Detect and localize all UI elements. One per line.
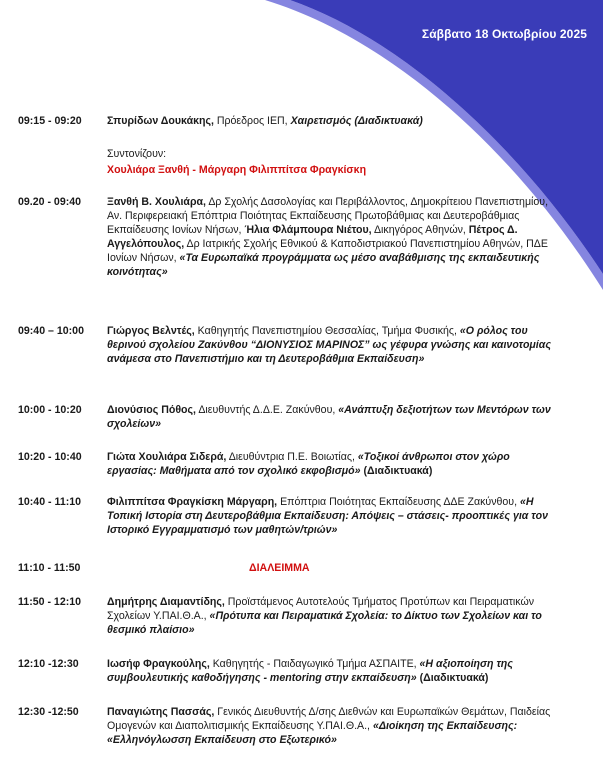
time-slot: 10:20 - 10:40: [18, 451, 82, 463]
talk-title: Χαιρετισμός (Διαδικτυακά): [290, 115, 423, 127]
entry-description: [107, 595, 553, 637]
break-label: ΔΙΑΛΕΙΜΜΑ: [249, 562, 310, 574]
talk-title: «Η Τοπική Ιστορία στη Δευτεροβάθμια Εκπαίδευση: Απόψεις – στάσεις- προοπτικές για τον Ιστορικό Εγγραμματισμό των μαθητών/τριών»: [107, 496, 548, 536]
time-slot: 11:50 - 12:10: [18, 596, 82, 608]
moderators-names: Χουλιάρα Ξανθή - Μάργαρη Φιλιππίτσα Φραγκίσκη: [107, 164, 367, 176]
speaker-role: Επόπτρια Ποιότητας Εκπαίδευσης ΔΔΕ Ζακύνθου,: [277, 496, 520, 508]
entry-description: [107, 705, 553, 747]
speaker-name: Γιώτα Χουλιάρα Σιδερά,: [107, 451, 227, 463]
time-slot: 11:10 - 11:50: [18, 562, 81, 574]
moderators-block: [107, 147, 366, 177]
talk-title: «Διοίκηση της Εκπαίδευσης: «Ελληνόγλωσση Εκπαίδευση στο Εξωτερικό»: [107, 720, 518, 746]
entry-description: [107, 324, 553, 366]
program-entry: [18, 595, 553, 637]
speaker-name: Παναγιώτης Πασσάς,: [107, 706, 215, 718]
program-entry: [18, 324, 553, 366]
time-slot: 12:10 -12:30: [18, 658, 79, 670]
talk-title: «Τα Ευρωπαϊκά προγράμματα ως μέσο αναβάθμισης της εκπαιδευτικής κοινότητας»: [107, 252, 540, 278]
speaker-role: Δικηγόρος Αθηνών,: [371, 224, 469, 236]
speaker-role: Γενικός Διευθυντής Δ/σης Διεθνών και Ευρωπαϊκών Θεμάτων, Παιδείας Ομογενών και Διαπολιτισμικής Εκπαίδευσης Υ.ΠΑΙ.Θ.Α.,: [107, 706, 551, 732]
speaker-name: Ιωσήφ Φραγκούλης,: [107, 658, 210, 670]
entry-description: [107, 657, 553, 685]
entry-description: [107, 495, 553, 537]
speaker-role: Καθηγητής Πανεπιστημίου Θεσσαλίας, Τμήμα Φυσικής,: [194, 325, 460, 337]
time-slot: 09:40 – 10:00: [18, 325, 84, 337]
talk-title: «Ο ρόλος του θερινού σχολείου Ζακύνθου “ΔΙΟΝΥΣΙΟΣ ΜΑΡΙΝΟΣ” ως γέφυρα γνώσης και καινοτομίας ανάμεσα στο Πανεπιστήμιο και τη Δευτεροβάθμια Εκπαίδευση»: [107, 325, 551, 365]
speaker-role: Διευθύντρια Π.Ε. Βοιωτίας,: [226, 451, 358, 463]
event-date: Σάββατο 18 Οκτωβρίου 2025: [421, 27, 587, 41]
time-slot: 09:15 - 09:20: [18, 115, 82, 127]
program-entry: [18, 657, 553, 685]
time-slot: 10:40 - 11:10: [18, 496, 82, 508]
program-entry: [18, 195, 553, 279]
speaker-role: Δρ Σχολής Δασολογίας και Περιβάλλοντος, Δημοκρίτειου Πανεπιστημίου, Αν. Περιφερειακή Επόπτρια Ποιότητας Εκπαίδευσης Πρωτοβάθμιας και Δευτεροβάθμιας Εκπαίδευσης Ιονίων Νήσων,: [107, 196, 549, 236]
speaker-name: Διονύσιος Πόθος,: [107, 404, 196, 416]
speaker-role: Δρ Ιατρικής Σχολής Εθνικού & Καποδιστριακού Πανεπιστημίου Αθηνών, ΠΔΕ Ιονίων Νήσων,: [107, 238, 548, 264]
time-slot: 09.20 - 09:40: [18, 196, 82, 208]
moderators-label: Συντονίζουν:: [107, 148, 167, 160]
entry-description: [107, 450, 553, 478]
talk-title: «Η αξιοποίηση της συμβουλευτικής καθοδήγησης - mentoring στην εκπαίδευση»: [107, 658, 513, 684]
program-entry: [18, 114, 553, 128]
speaker-name: Φιλιππίτσα Φραγκίσκη Μάργαρη,: [107, 496, 278, 508]
entry-description: [107, 195, 553, 279]
online-note: (Διαδικτυακά): [416, 672, 489, 684]
speaker-name: Ξανθή Β. Χουλιάρα,: [107, 196, 206, 208]
speaker-role: Προϊστάμενος Αυτοτελούς Τμήματος Προτύπων και Πειραματικών Σχολείων Υ.ΠΑΙ.Θ.Α.,: [107, 596, 535, 622]
program-entry: [18, 450, 553, 478]
entry-description: [107, 114, 553, 128]
entry-description: [107, 403, 553, 431]
speaker-name: Πέτρος Δ. Αγγελόπουλος,: [107, 224, 518, 250]
talk-title: «Πρότυπα και Πειραματικά Σχολεία: το Δίκτυο των Σχολείων και το θεσμικό πλαίσιο»: [107, 610, 542, 636]
program-entry: [18, 403, 553, 431]
program-entry: [18, 495, 553, 537]
online-note: (Διαδικτυακά): [360, 465, 433, 477]
time-slot: 10:00 - 10:20: [18, 404, 82, 416]
speaker-name: Ήλια Φλάμπουρα Νιέτου,: [244, 224, 372, 236]
time-slot: 12:30 -12:50: [18, 706, 79, 718]
speaker-role: Πρόεδρος ΙΕΠ,: [213, 115, 291, 127]
speaker-role: Διευθυντής Δ.Δ.Ε. Ζακύνθου,: [195, 404, 339, 416]
program-entry: [18, 705, 553, 747]
speaker-name: Δημήτρης Διαμαντίδης,: [107, 596, 225, 608]
talk-title: «Ανάπτυξη δεξιοτήτων των Μεντόρων των σχολείων»: [107, 404, 551, 430]
speaker-name: Σπυρίδων Δουκάκης,: [107, 115, 214, 127]
speaker-role: Καθηγητής - Παιδαγωγικό Τμήμα ΑΣΠΑΙΤΕ,: [209, 658, 420, 670]
talk-title: «Τοξικοί άνθρωποι στον χώρο εργασίας: Μαθήματα από τον σχολικό εκφοβισμό»: [107, 451, 510, 477]
speaker-name: Γιώργος Βελντές,: [107, 325, 195, 337]
